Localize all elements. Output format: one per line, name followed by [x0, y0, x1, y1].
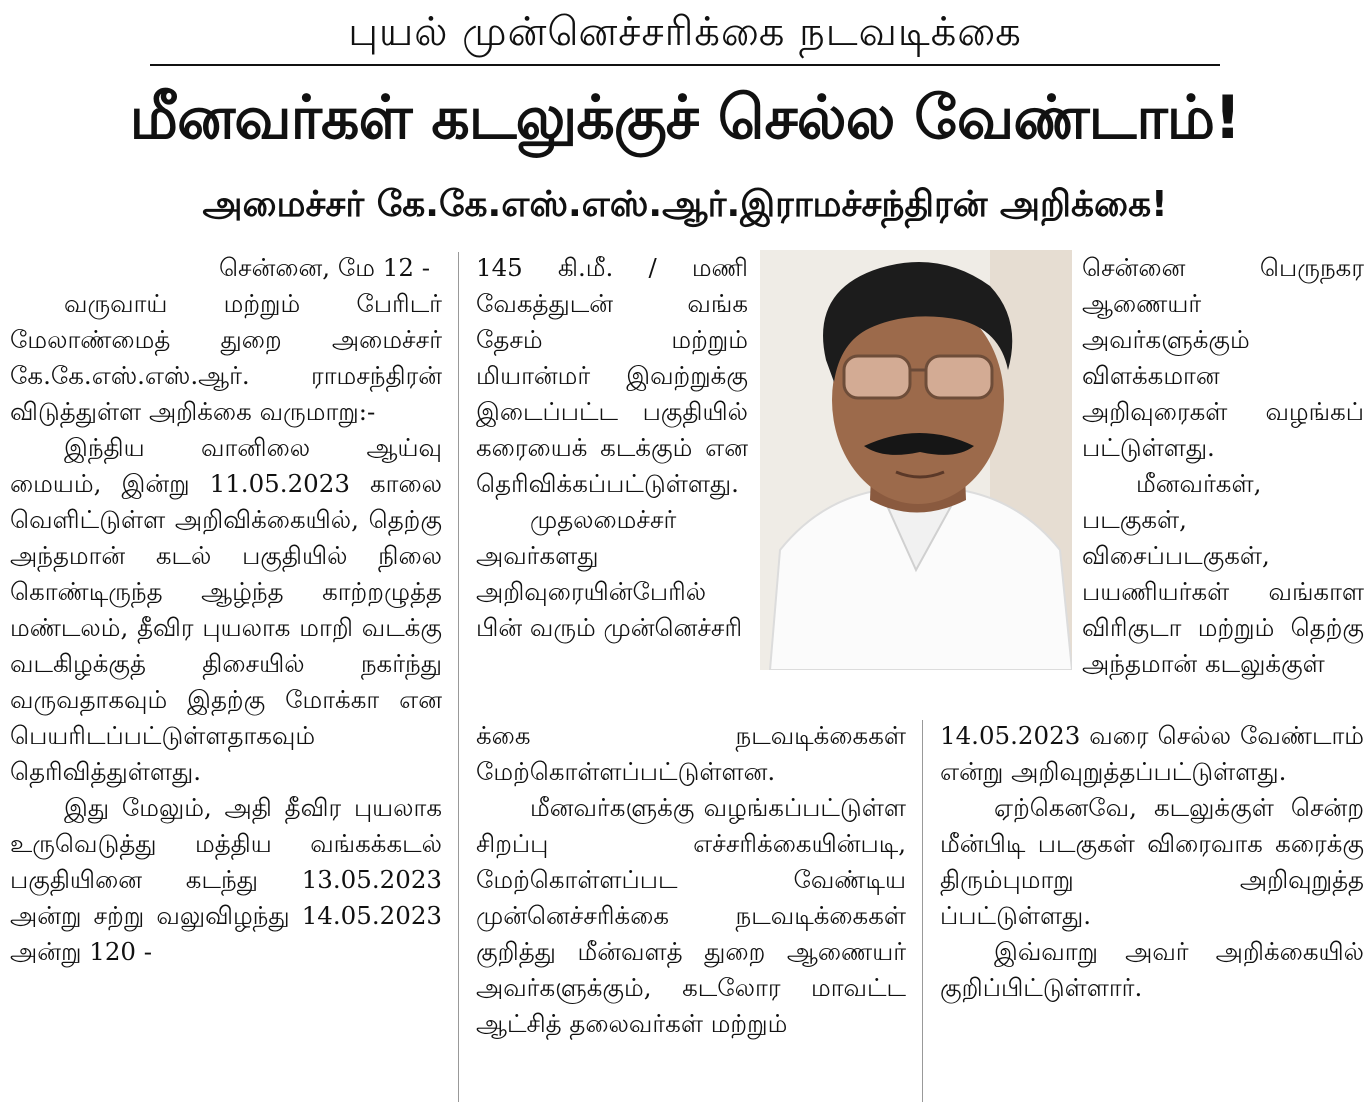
- article-column-2-lower: [476, 718, 906, 1042]
- minister-portrait-icon: [760, 250, 1072, 670]
- minister-photo: [760, 250, 1072, 670]
- paragraph: ஏற்கெனவே, கடலுக்குள் சென்ற மீன்பிடி படகுகள் விரைவாக கரைக்கு திரும்புமாறு அறிவுறுத்த ப்பட்டுள்ளது.: [940, 793, 1364, 930]
- paragraph: முதலமைச்சர் அவர்களது அறிவுரையின்பேரில் பின் வரும் முன்னெச்சரி: [476, 505, 743, 642]
- paragraph: மீனவர்கள், படகுகள், விசைப்படகுகள், பயணியர்கள் வங்காள விரிகுடா மற்றும் தெற்கு அந்தமான் கடலுக்குள்: [1082, 469, 1364, 678]
- column-divider-2: [922, 720, 923, 1102]
- column-divider-1: [458, 252, 459, 1102]
- paragraph: இவ்வாறு அவர் அறிக்கையில் குறிப்பிட்டுள்ளார்.: [940, 937, 1364, 1002]
- kicker: புயல் முன்னெச்சரிக்கை நடவடிக்கை: [348, 9, 1022, 55]
- article-column-1: [10, 250, 442, 970]
- paragraph: 145 கி.மீ. / மணி வேகத்துடன் வங்க தேசம் மற்றும் மியான்மர் இவற்றுக்கு இடைப்பட்ட பகுதியில் கரையைக் கடக்கும் என தெரிவிக்கப்பட்டுள்ளது.: [476, 253, 748, 498]
- paragraph-continued: 14.05.2023 வரை செல்ல வேண்டாம் என்று அறிவுறுத்தப்பட்டுள்ளது.: [940, 721, 1364, 786]
- paragraph: வருவாய் மற்றும் பேரிடர் மேலாண்மைத் துறை அமைச்சர் கே.கே.எஸ்.எஸ்.ஆர். ராமசந்திரன் விடுத்துள்ள அறிக்கை வருமாறு:-: [10, 289, 442, 426]
- paragraph: சென்னை பெருநகர ஆணையர் அவர்களுக்கும் விளக்கமான அறிவுரைகள் வழங்கப் பட்டுள்ளது.: [1082, 253, 1364, 462]
- subheadline: அமைச்சர் கே.கே.எஸ்.எஸ்.ஆர்.இராமச்சந்திரன் அறிக்கை!: [202, 184, 1168, 225]
- kicker-rule: [150, 64, 1220, 66]
- headline: மீனவர்கள் கடலுக்குச் செல்ல வேண்டாம்!: [129, 83, 1241, 153]
- article-column-3: [1082, 250, 1364, 682]
- paragraph: இது மேலும், அதி தீவிர புயலாக உருவெடுத்து மத்திய வங்கக்கடல் பகுதியினை கடந்து 13.05.2023 அன்று சற்று வலுவிழந்து 14.05.2023 அன்று 120 -: [10, 793, 442, 966]
- article-column-2: [476, 250, 748, 646]
- article-column-3-lower: [940, 718, 1364, 1006]
- paragraph-continued: க்கை நடவடிக்கைகள் மேற்கொள்ளப்பட்டுள்ளன.: [476, 721, 906, 786]
- paragraph: மீனவர்களுக்கு வழங்கப்பட்டுள்ள சிறப்பு எச்சரிக்கையின்படி, மேற்கொள்ளப்பட வேண்டிய முன்னெச்சரிக்கை நடவடிக்கைகள் குறித்து மீன்வளத் துறை ஆணையர் அவர்களுக்கும், கடலோர மாவட்ட ஆட்சித் தலைவர்கள் மற்றும்: [476, 793, 906, 1038]
- paragraph: இந்திய வானிலை ஆய்வு மையம், இன்று 11.05.2023 காலை வெளிட்டுள்ள அறிவிக்கையில், தெற்கு அந்தமான் கடல் பகுதியில் நிலை கொண்டிருந்த ஆழ்ந்த காற்றழுத்த மண்டலம், தீவிர புயலாக மாறி வடக்கு வடகிழக்குத் திசையில் நகர்ந்து வருவதாகவும் இதற்கு மோக்கா என பெயரிடப்பட்டுள்ளதாகவும் தெரிவித்துள்ளது.: [10, 433, 442, 786]
- dateline: சென்னை, மே 12 -: [218, 253, 430, 282]
